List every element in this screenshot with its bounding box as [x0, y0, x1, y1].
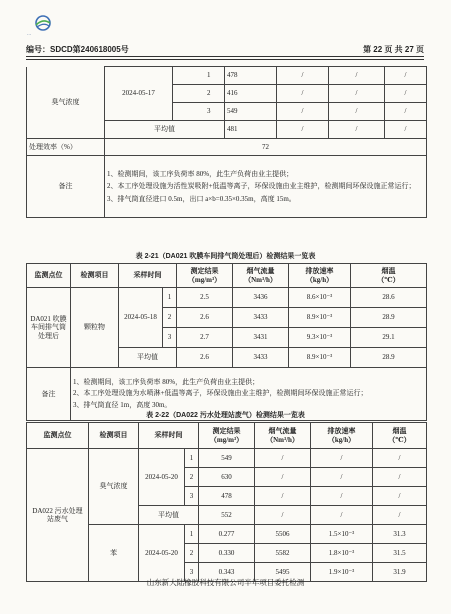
efficiency-row — [27, 139, 427, 156]
logo-text: ... — [27, 31, 32, 37]
monitoring-point: DA022 污水处理站废气 — [27, 449, 89, 582]
sample-date: 2024-05-20 — [139, 525, 185, 582]
header-rule-thin — [26, 59, 424, 60]
average-row: 平均值 552 / / / — [27, 506, 427, 525]
table-header: 监测点位 检测项目 采样时间 测定结果 （mg/m³） 烟气流量 （Nm³/h） 排放速率 （kg/h） 烟温 （℃） — [27, 423, 427, 449]
table-row: 臭气浓度 2024-05-17 1 478 / / / — [27, 67, 427, 85]
page-footer: 山东新大陆橡胶科技有限公司半年项目委托检测 — [146, 578, 305, 587]
table-row: 2 0.330 5582 1.8×10⁻³ 31.5 — [27, 544, 427, 563]
notes-label: 备注 — [27, 368, 71, 421]
test-item: 颗粒物 — [71, 288, 119, 368]
efficiency-value: 72 — [105, 139, 427, 156]
sample-date: 2024-05-18 — [119, 288, 163, 348]
notes-row: 备注 1、检测期间，该工序负荷率 80%，此生产负荷由业主提供； 2、本工序处理设施为水喷淋+低温等离子，环保设施由业主维护，检测期间环保设施正常运行； 3、排气筒直径 1m，高度 30m。 — [27, 368, 427, 421]
efficiency-label: 处理效率（%） — [27, 139, 105, 156]
odor-label: 臭气浓度 — [27, 67, 105, 139]
table-2-21 — [26, 263, 427, 421]
average-row: 平均值 481 / / / — [27, 121, 427, 139]
table-row: 2 2.6 3433 8.9×10⁻³ 28.9 — [27, 308, 427, 328]
table-row: 苯 2024-05-20 1 0.277 5506 1.5×10⁻³ 31.3 — [27, 525, 427, 544]
table-2-22-caption: 表 2-22（DA022 污水处理站废气）检测结果一览表 — [146, 412, 305, 419]
page-header — [26, 44, 424, 55]
table-continuation — [26, 66, 427, 218]
sample-date: 2024-05-20 — [139, 449, 185, 506]
table-row: 3 478 / / / — [27, 487, 427, 506]
notes-label: 备注 — [27, 156, 105, 218]
table-row: DA021 吹膜车间排气筒处理后 颗粒物 2024-05-18 1 2.5 3436 8.6×10⁻³ 28.6 — [27, 288, 427, 308]
table-row: DA022 污水处理站废气 臭气浓度 2024-05-20 1 549 / / / — [27, 449, 427, 468]
report-number: 编号：SDCD第240618005号 — [26, 45, 129, 54]
test-item-odor: 臭气浓度 — [89, 449, 139, 525]
table-2-22 — [26, 422, 427, 582]
table-row: 3 0.343 5495 1.9×10⁻³ 31.9 — [27, 563, 427, 582]
page-number: 第 22 页 共 27 页 — [363, 45, 424, 54]
sample-date: 2024-05-17 — [105, 67, 173, 121]
table-row: 3 549 / / / — [27, 103, 427, 121]
company-logo — [32, 14, 54, 32]
table-row: 3 2.7 3431 9.3×10⁻³ 29.1 — [27, 328, 427, 348]
monitoring-point: DA021 吹膜车间排气筒处理后 — [27, 288, 71, 368]
test-item-benzene: 苯 — [89, 525, 139, 582]
table-header: 监测点位 检测项目 采样时间 测定结果 （mg/m³） 烟气流量 （Nm³/h） 排放速率 （kg/h） 烟温 （℃） — [27, 264, 427, 288]
header-rule — [26, 56, 424, 57]
table-row: 2 630 / / / — [27, 468, 427, 487]
average-row: 平均值 2.6 3433 8.9×10⁻³ 28.9 — [27, 348, 427, 368]
table-row: 2 416 / / / — [27, 85, 427, 103]
table-2-21-caption: 表 2-21（DA021 吹膜车间排气筒处理后）检测结果一览表 — [135, 253, 316, 260]
notes-row: 备注 1、检测期间，该工序负荷率 80%，此生产负荷由业主提供； 2、本工序处理设施为活性炭吸附+低温等离子，环保设施由业主维护，检测期间环保设施正常运行； 3、排气筒直径进口 0.5m，出口 a×b=0.35×0.35m，高度 15m。 — [27, 156, 427, 218]
